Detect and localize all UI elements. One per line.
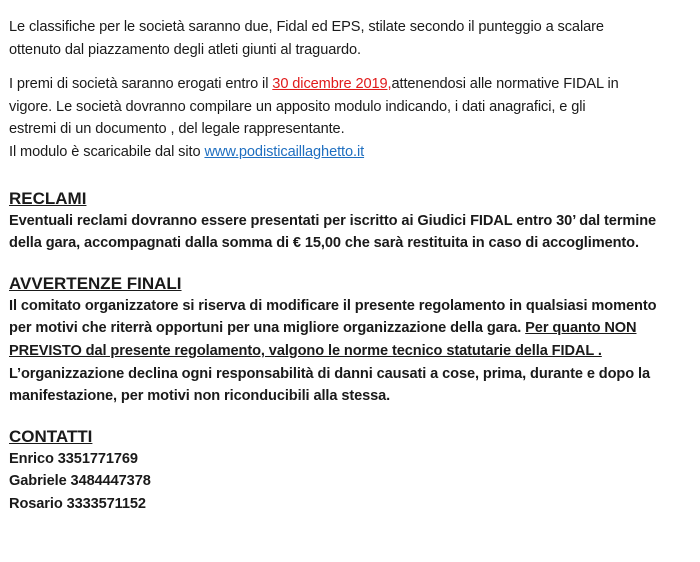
contact-item: Enrico 3351771769	[9, 450, 138, 467]
reclami-line: Eventuali reclami dovranno essere presentati per iscritto ai Giudici FIDAL entro 30’ dal termine	[9, 212, 657, 229]
contact-item: Gabriele 3484447378	[9, 473, 151, 490]
avvertenze-underlined-text: Per quanto NON	[525, 320, 637, 337]
reclami-heading: RECLAMI	[9, 188, 87, 208]
prizes-text: Il modulo è scaricabile dal sito	[9, 143, 205, 160]
prizes-line: estremi di un documento , del legale rappresentante.	[9, 121, 345, 138]
avvertenze-heading: AVVERTENZE FINALI	[9, 273, 182, 293]
website-link[interactable]: www.podisticaillaghetto.it	[204, 143, 365, 160]
contatti-section	[9, 426, 693, 516]
avvertenze-line	[9, 317, 693, 340]
prizes-section	[9, 73, 693, 163]
prizes-line: vigore. Le società dovranno compilare un apposito modulo indicando, i dati anagrafici, e gli	[9, 98, 586, 115]
prizes-text: I premi di società saranno erogati entro il	[9, 76, 273, 93]
avvertenze-line: L’organizzazione declina ogni responsabilità di danni causati a cose, prima, durante e dopo la	[9, 365, 650, 382]
prizes-text: attenendosi alle normative FIDAL in	[391, 76, 619, 93]
avvertenze-line: Il comitato organizzatore si riserva di modificare il presente regolamento in qualsiasi momento	[9, 297, 657, 314]
reclami-line: della gara, accompagnati dalla somma di € 15,00 che sarà restituita in caso di accoglimento.	[9, 235, 639, 252]
intro-section	[9, 16, 693, 61]
prizes-line	[9, 141, 693, 164]
prize-deadline-date: 30 dicembre 2019,	[272, 76, 392, 93]
document	[9, 16, 693, 516]
avvertenze-line	[9, 340, 693, 363]
prizes-line	[9, 73, 693, 96]
intro-line: Le classifiche per le società saranno due, Fidal ed EPS, stilate secondo il punteggio a scalare	[9, 19, 604, 35]
avvertenze-section	[9, 273, 693, 408]
contact-item: Rosario 3333571152	[9, 495, 146, 512]
avvertenze-text: per motivi che riterrà opportuni per una migliore organizzazione della gara.	[9, 320, 526, 337]
intro-line: ottenuto dal piazzamento degli atleti giunti al traguardo.	[9, 41, 361, 58]
reclami-section	[9, 188, 693, 255]
avvertenze-underlined-text: PREVISTO dal presente regolamento, valgono le norme tecnico statutarie della FIDAL .	[9, 342, 602, 359]
avvertenze-line: manifestazione, per motivi non riconducibili alla stessa.	[9, 388, 391, 405]
contatti-heading: CONTATTI	[9, 426, 93, 446]
